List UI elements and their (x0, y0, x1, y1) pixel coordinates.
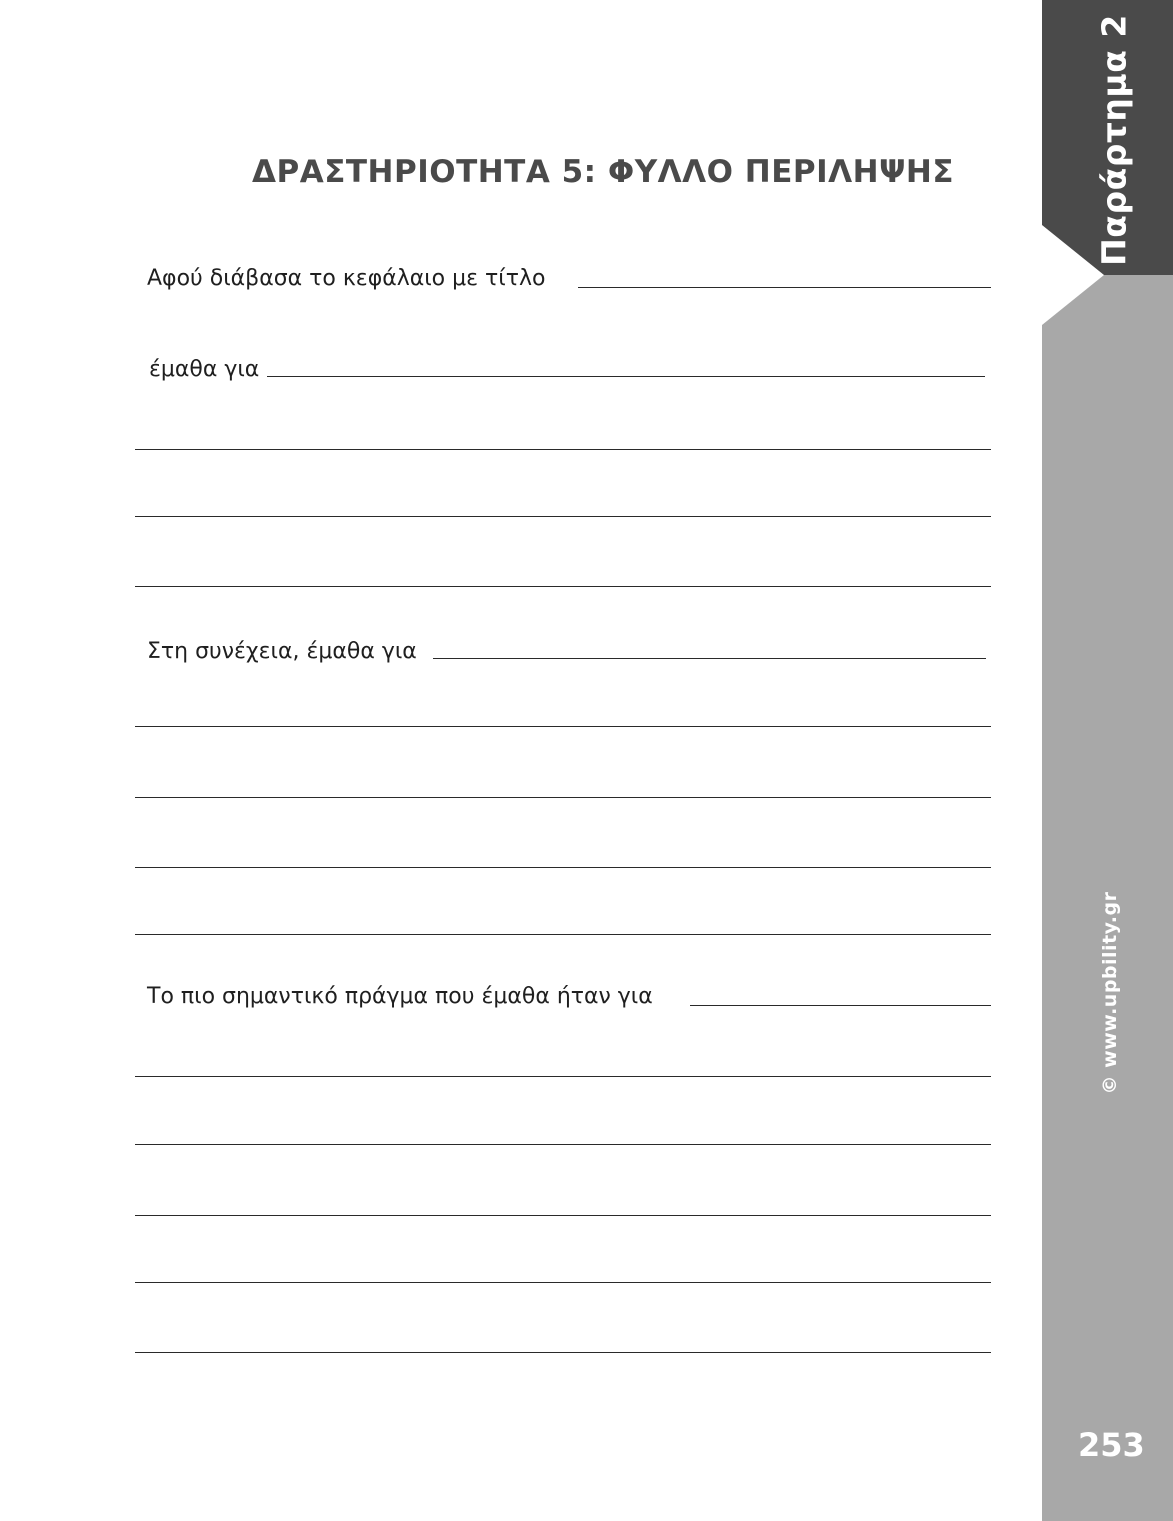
write-line[interactable] (135, 1282, 991, 1283)
write-line[interactable] (267, 376, 985, 377)
write-line[interactable] (135, 1144, 991, 1145)
write-line[interactable] (135, 1215, 991, 1216)
section-tab-label: Παράρτημα 2 (1094, 14, 1134, 266)
write-line[interactable] (578, 287, 991, 288)
page-number: 253 (1078, 1426, 1145, 1464)
prompt-chapter-title: Αφού διάβασα το κεφάλαιο με τίτλο (147, 266, 546, 291)
write-line[interactable] (690, 1005, 991, 1006)
write-line[interactable] (135, 867, 991, 868)
write-line[interactable] (135, 1076, 991, 1077)
write-line[interactable] (135, 516, 991, 517)
write-line[interactable] (135, 934, 991, 935)
page-title: ΔΡΑΣΤΗΡΙΟΤΗΤΑ 5: ΦΥΛΛΟ ΠΕΡΙΛΗΨΗΣ (252, 154, 955, 190)
write-line[interactable] (433, 658, 986, 659)
write-line[interactable] (135, 449, 991, 450)
write-line[interactable] (135, 797, 991, 798)
write-line[interactable] (135, 586, 991, 587)
copyright-text: © www.upbility.gr (1099, 891, 1121, 1095)
prompt-learned-about: έμαθα για (149, 357, 260, 382)
prompt-most-important: Το πιο σημαντικό πράγμα που έμαθα ήταν για (147, 984, 653, 1009)
prompt-then-learned: Στη συνέχεια, έμαθα για (147, 639, 417, 664)
write-line[interactable] (135, 1352, 991, 1353)
write-line[interactable] (135, 726, 991, 727)
